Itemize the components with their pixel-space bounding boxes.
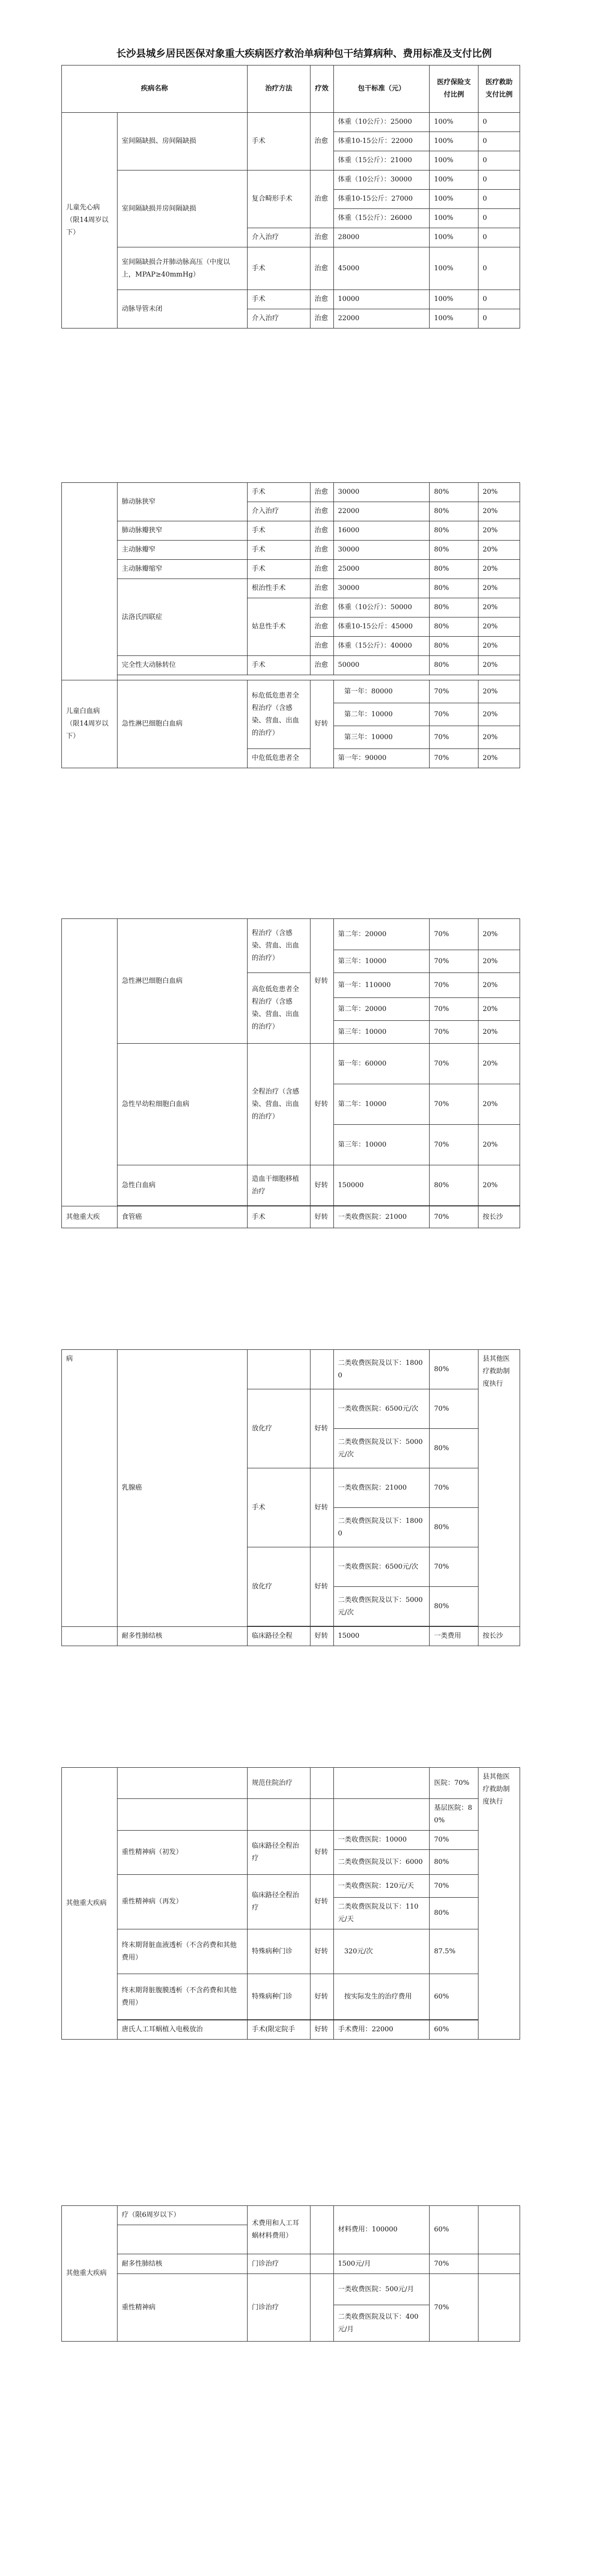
header-method: 治疗方法 — [248, 65, 311, 113]
treatment-method: 规范住院治疗 — [248, 1768, 311, 1799]
relief-ratio: 20% — [478, 521, 520, 541]
disease-name: 重性精神病（再发） — [118, 1875, 248, 1929]
standard: 一类收费医院：6500元/次 — [333, 1547, 430, 1587]
standard: 第三年：10000 — [333, 1021, 430, 1044]
insurance-ratio: 100% — [430, 113, 478, 132]
relief-ratio: 20% — [478, 749, 520, 768]
insurance-ratio: 70% — [430, 749, 478, 768]
standard: 第一年：110000 — [333, 973, 430, 998]
effect: 治愈 — [310, 598, 333, 617]
disease-name — [118, 1768, 248, 1799]
treatment-method: 手术 — [248, 1468, 311, 1547]
disease-group — [62, 1627, 118, 1646]
relief-ratio: 20% — [478, 1084, 520, 1125]
treatment-method — [248, 1350, 311, 1389]
effect: 治愈 — [310, 170, 333, 228]
relief-ratio: 20% — [478, 502, 520, 521]
insurance-ratio: 100% — [430, 228, 478, 247]
disease-name: 主动脉瓣缩窄 — [118, 560, 248, 579]
header-disease-name: 疾病名称 — [62, 65, 248, 113]
standard: 1500元/月 — [333, 2254, 430, 2274]
disease-name: 唐氏人工耳蜗植入电极放治 — [118, 2020, 248, 2040]
insurance-ratio: 70% — [430, 1084, 478, 1125]
treatment-method: 手术 — [248, 656, 311, 675]
insurance-ratio: 100% — [430, 309, 478, 328]
insurance-ratio: 70% — [430, 680, 478, 703]
effect: 好转 — [310, 1875, 333, 1929]
disease-group: 其他重大疾 — [62, 1206, 118, 1228]
header-insurance-ratio: 医疗保险支付比例 — [430, 65, 478, 113]
relief-ratio: 0 — [478, 209, 520, 228]
relief-ratio: 20% — [478, 1044, 520, 1084]
standard: 15000 — [333, 1627, 430, 1646]
disease-name: 耐多性肺结核 — [118, 1627, 248, 1646]
treatment-method: 造血干细胞移植治疗 — [248, 1165, 311, 1206]
relief-ratio: 20% — [478, 541, 520, 560]
disease-group: 儿童白血病（限14周岁以下） — [62, 680, 118, 768]
insurance-ratio: 70% — [430, 1875, 478, 1898]
section-2-table — [61, 482, 520, 768]
standard: 体重10-15公斤：45000 — [333, 617, 430, 637]
insurance-ratio: 70% — [430, 1389, 478, 1429]
disease-name: 法洛氏四联症 — [118, 579, 248, 656]
relief-ratio: 20% — [478, 598, 520, 617]
insurance-ratio: 70% — [430, 950, 478, 973]
treatment-method: 全程治疗（含感染、营血、出血的治疗） — [248, 1044, 311, 1165]
relief-ratio: 20% — [478, 973, 520, 998]
treatment-method: 放化疗 — [248, 1547, 311, 1626]
treatment-method: 特殊病种门诊 — [248, 1929, 311, 1974]
relief-ratio — [478, 2274, 520, 2342]
disease-name: 急性早幼粒细胞白血病 — [118, 1044, 248, 1165]
standard: 体重（10公斤）：50000 — [333, 598, 430, 617]
relief-ratio: 0 — [478, 247, 520, 290]
insurance-ratio: 100% — [430, 290, 478, 309]
effect: 治愈 — [310, 113, 333, 170]
relief-ratio: 20% — [478, 656, 520, 675]
insurance-ratio: 70% — [430, 998, 478, 1021]
standard: 28000 — [333, 228, 430, 247]
disease-name: 动脉导管未闭 — [118, 290, 248, 328]
treatment-method: 手术 — [248, 1206, 311, 1228]
standard: 第一年：90000 — [333, 749, 430, 768]
insurance-ratio: 70% — [430, 703, 478, 726]
treatment-method: 手术 — [248, 483, 311, 502]
insurance-ratio: 80% — [430, 637, 478, 656]
insurance-ratio: 80% — [430, 1429, 478, 1468]
relief-ratio: 20% — [478, 703, 520, 726]
insurance-ratio: 80% — [430, 1508, 478, 1547]
standard: 25000 — [333, 560, 430, 579]
treatment-method: 介入治疗 — [248, 309, 311, 328]
effect: 好转 — [310, 1206, 333, 1228]
relief-ratio: 20% — [478, 1165, 520, 1206]
standard: 第二年：20000 — [333, 919, 430, 950]
relief-ratio — [478, 2206, 520, 2254]
effect — [310, 2274, 333, 2342]
treatment-method: 临床路径全程 — [248, 1627, 311, 1646]
disease-group: 儿童先心病（限14周岁以下） — [62, 113, 118, 328]
standard: 二类收费医院及以下：5000元/次 — [333, 1429, 430, 1468]
standard: 一类收费医院：500元/月 — [333, 2274, 430, 2305]
insurance-ratio: 60% — [430, 2206, 478, 2254]
treatment-method: 姑息性手术 — [248, 598, 311, 656]
effect — [310, 1768, 333, 1799]
standard: 第二年：20000 — [333, 998, 430, 1021]
disease-name: 急性淋巴细胞白血病 — [118, 680, 248, 768]
disease-name: 急性淋巴细胞白血病 — [118, 919, 248, 1044]
standard: 45000 — [333, 247, 430, 290]
insurance-ratio: 70% — [430, 973, 478, 998]
relief-ratio: 0 — [478, 132, 520, 151]
standard: 第二年：10000 — [333, 703, 430, 726]
relief-ratio: 20% — [478, 1021, 520, 1044]
standard: 150000 — [333, 1165, 430, 1206]
disease-group: 病 — [62, 1350, 118, 1627]
treatment-method: 手术 — [248, 247, 311, 290]
disease-name: 肺动脉瓣狭窄 — [118, 521, 248, 541]
insurance-ratio: 80% — [430, 656, 478, 675]
effect: 好转 — [310, 1627, 333, 1646]
insurance-ratio: 一类费用 — [430, 1627, 478, 1646]
treatment-method: 手术 — [248, 521, 311, 541]
standard: 二类收费医院及以下：5000元/次 — [333, 1587, 430, 1626]
relief-ratio: 0 — [478, 113, 520, 132]
disease-group: 其他重大疾病 — [62, 2206, 118, 2342]
insurance-ratio: 80% — [430, 579, 478, 598]
standard: 二类收费医院及以下：110元/天 — [333, 1898, 430, 1929]
treatment-method: 介入治疗 — [248, 502, 311, 521]
insurance-ratio: 70% — [430, 2254, 478, 2274]
disease-name: 室间隔缺损并房间隔缺损 — [118, 170, 248, 247]
disease-name: 重性精神病（初发） — [118, 1831, 248, 1875]
disease-name: 乳腺癌 — [118, 1350, 248, 1627]
disease-name: 食管癌 — [118, 1206, 248, 1228]
treatment-method: 门诊治疗 — [248, 2274, 311, 2342]
disease-name: 主动脉瓣窄 — [118, 541, 248, 560]
section-6-table — [61, 2205, 520, 2342]
effect: 治愈 — [310, 560, 333, 579]
treatment-method: 放化疗 — [248, 1389, 311, 1468]
treatment-method: 高危低危患者全程治疗（含感染、营血、出血的治疗） — [248, 973, 311, 1044]
treatment-method — [248, 1799, 311, 1831]
insurance-ratio: 100% — [430, 209, 478, 228]
effect: 好转 — [310, 2020, 333, 2040]
insurance-ratio: 60% — [430, 2020, 478, 2040]
insurance-ratio: 80% — [430, 1850, 478, 1875]
relief-ratio: 按长沙 — [478, 1627, 520, 1646]
treatment-method: 门诊治疗 — [248, 2254, 311, 2274]
insurance-ratio: 80% — [430, 1350, 478, 1389]
relief-ratio: 县其他医疗救助制度执行 — [478, 1350, 520, 1627]
standard: 体重（15公斤）：40000 — [333, 637, 430, 656]
disease-name: 完全性大动脉转位 — [118, 656, 248, 675]
treatment-method: 手术 — [248, 290, 311, 309]
effect — [310, 1350, 333, 1389]
relief-ratio: 20% — [478, 1125, 520, 1165]
insurance-ratio: 70% — [430, 726, 478, 749]
standard: 二类收费医院及以下：18000 — [333, 1350, 430, 1389]
effect: 治愈 — [310, 247, 333, 290]
standard — [333, 1768, 430, 1799]
standard: 体重10-15公斤：27000 — [333, 190, 430, 209]
treatment-method: 中危低危患者全 — [248, 749, 311, 768]
relief-ratio: 20% — [478, 637, 520, 656]
disease-name: 重性精神病 — [118, 2274, 248, 2342]
insurance-ratio: 100% — [430, 170, 478, 190]
effect — [310, 2206, 333, 2254]
standard: 22000 — [333, 309, 430, 328]
effect: 好转 — [310, 1044, 333, 1165]
standard: 手术费用：22000 — [333, 2020, 430, 2040]
treatment-method: 程治疗（含感染、营血、出血的治疗） — [248, 919, 311, 973]
disease-name: 急性白血病 — [118, 1165, 248, 1206]
effect: 治愈 — [310, 541, 333, 560]
insurance-ratio: 70% — [430, 2274, 478, 2342]
treatment-method: 手术(限定院手 — [248, 2020, 311, 2040]
standard: 二类收费医院及以下：6000 — [333, 1850, 430, 1875]
standard: 体重（10公斤）：30000 — [333, 170, 430, 190]
standard: 一类收费医院：10000 — [333, 1831, 430, 1850]
relief-ratio: 0 — [478, 151, 520, 170]
relief-ratio: 20% — [478, 726, 520, 749]
header-relief-ratio: 医疗救助支付比例 — [478, 65, 520, 113]
treatment-method: 手术 — [248, 541, 311, 560]
disease-name: 耐多性肺结核 — [118, 2254, 248, 2274]
insurance-ratio: 80% — [430, 1165, 478, 1206]
disease-name: 室间隔缺损合并肺动脉高压（中度以上，MPAP≥40mmHg） — [118, 247, 248, 290]
disease-name — [118, 1799, 248, 1831]
insurance-ratio: 80% — [430, 1587, 478, 1626]
disease-name — [118, 2225, 248, 2254]
treatment-method: 临床路径全程治疗 — [248, 1831, 311, 1875]
effect: 治愈 — [310, 579, 333, 598]
standard: 30000 — [333, 483, 430, 502]
standard: 30000 — [333, 541, 430, 560]
insurance-ratio: 80% — [430, 617, 478, 637]
section-4-table — [61, 1349, 520, 1646]
effect: 治愈 — [310, 502, 333, 521]
insurance-ratio: 70% — [430, 919, 478, 950]
effect: 好转 — [310, 919, 333, 1044]
relief-ratio: 20% — [478, 617, 520, 637]
standard: 二类收费医院及以下：400元/月 — [333, 2305, 430, 2342]
effect: 好转 — [310, 680, 333, 768]
standard: 16000 — [333, 521, 430, 541]
insurance-ratio: 医院：70% — [430, 1768, 478, 1799]
insurance-ratio: 87.5% — [430, 1929, 478, 1974]
standard: 第二年：10000 — [333, 1084, 430, 1125]
relief-ratio: 20% — [478, 919, 520, 950]
disease-name: 终末期肾脏血液透析（不含药费和其他费用） — [118, 1929, 248, 1974]
relief-ratio: 20% — [478, 998, 520, 1021]
treatment-method: 根治性手术 — [248, 579, 311, 598]
standard: 第三年：10000 — [333, 726, 430, 749]
section-3-table — [61, 918, 520, 1228]
relief-ratio — [478, 2254, 520, 2274]
treatment-method: 手术 — [248, 113, 311, 170]
insurance-ratio: 100% — [430, 190, 478, 209]
effect: 好转 — [310, 1929, 333, 1974]
section-1-table — [61, 65, 520, 328]
insurance-ratio: 70% — [430, 1021, 478, 1044]
treatment-method: 术费用和人工耳蜗材料费用） — [248, 2206, 311, 2254]
treatment-method: 介入治疗 — [248, 228, 311, 247]
effect: 治愈 — [310, 637, 333, 656]
relief-ratio: 0 — [478, 309, 520, 328]
standard: 按实际发生的治疗费用 — [333, 1974, 430, 2020]
header-standard: 包干标准（元） — [333, 65, 430, 113]
insurance-ratio: 100% — [430, 132, 478, 151]
effect — [310, 1799, 333, 1831]
treatment-method: 手术 — [248, 560, 311, 579]
standard: 体重10-15公斤：22000 — [333, 132, 430, 151]
effect: 好转 — [310, 1831, 333, 1875]
effect: 治愈 — [310, 656, 333, 675]
standard: 体重（15公斤）：26000 — [333, 209, 430, 228]
treatment-method: 标危低危患者全程治疗（含感染、营血、出血的治疗） — [248, 680, 311, 749]
standard: 320元/次 — [333, 1929, 430, 1974]
relief-ratio: 20% — [478, 483, 520, 502]
header-effect: 疗效 — [310, 65, 333, 113]
insurance-ratio: 70% — [430, 1831, 478, 1850]
standard: 22000 — [333, 502, 430, 521]
relief-ratio: 县其他医疗救助制度执行 — [478, 1768, 520, 2040]
effect: 好转 — [310, 1468, 333, 1547]
relief-ratio: 20% — [478, 560, 520, 579]
effect: 好转 — [310, 1165, 333, 1206]
standard: 体重（10公斤）：25000 — [333, 113, 430, 132]
relief-ratio: 20% — [478, 579, 520, 598]
insurance-ratio: 60% — [430, 1974, 478, 2020]
insurance-ratio: 80% — [430, 560, 478, 579]
insurance-ratio: 70% — [430, 1547, 478, 1587]
disease-name: 室间隔缺损、房间隔缺损 — [118, 113, 248, 170]
effect: 治愈 — [310, 483, 333, 502]
effect: 治愈 — [310, 290, 333, 309]
insurance-ratio: 70% — [430, 1125, 478, 1165]
standard: 10000 — [333, 290, 430, 309]
effect: 治愈 — [310, 617, 333, 637]
insurance-ratio: 70% — [430, 1468, 478, 1508]
document-title: 长沙县城乡居民医保对象重大疾病医疗救治单病种包干结算病种、费用标准及支付比例 — [116, 48, 492, 59]
effect: 好转 — [310, 1547, 333, 1626]
insurance-ratio: 80% — [430, 521, 478, 541]
insurance-ratio: 70% — [430, 1206, 478, 1228]
relief-ratio: 0 — [478, 190, 520, 209]
standard: 第一年：80000 — [333, 680, 430, 703]
standard: 一类收费医院：21000 — [333, 1206, 430, 1228]
spacer — [118, 675, 520, 680]
effect — [310, 2254, 333, 2274]
disease-name: 疗（限6周岁以下） — [118, 2206, 248, 2225]
relief-ratio: 0 — [478, 170, 520, 190]
effect: 好转 — [310, 1974, 333, 2020]
insurance-ratio: 80% — [430, 483, 478, 502]
standard: 材料费用：100000 — [333, 2206, 430, 2254]
relief-ratio: 0 — [478, 290, 520, 309]
standard: 一类收费医院：6500元/次 — [333, 1389, 430, 1429]
treatment-method: 复合畸形手术 — [248, 170, 311, 228]
disease-name: 肺动脉狭窄 — [118, 483, 248, 521]
standard: 二类收费医院及以下：18000 — [333, 1508, 430, 1547]
insurance-ratio: 80% — [430, 598, 478, 617]
insurance-ratio: 70% — [430, 1044, 478, 1084]
insurance-ratio: 80% — [430, 1898, 478, 1929]
standard — [333, 1799, 430, 1831]
relief-ratio: 20% — [478, 950, 520, 973]
standard: 第一年：60000 — [333, 1044, 430, 1084]
insurance-ratio: 100% — [430, 247, 478, 290]
disease-group — [62, 483, 118, 680]
insurance-ratio: 100% — [430, 151, 478, 170]
treatment-method: 临床路径全程治疗 — [248, 1875, 311, 1929]
insurance-ratio: 80% — [430, 541, 478, 560]
section-5-table — [61, 1767, 520, 2040]
disease-name: 终末期肾脏腹膜透析（不含药费和其他费用） — [118, 1974, 248, 2020]
disease-group: 其他重大疾病 — [62, 1768, 118, 2040]
effect: 治愈 — [310, 521, 333, 541]
effect: 治愈 — [310, 228, 333, 247]
standard: 一类收费医院：120元/天 — [333, 1875, 430, 1898]
disease-group — [62, 919, 118, 1206]
standard: 体重（15公斤）：21000 — [333, 151, 430, 170]
relief-ratio: 按长沙 — [478, 1206, 520, 1228]
effect: 好转 — [310, 1389, 333, 1468]
insurance-ratio: 基层医院：80% — [430, 1799, 478, 1831]
insurance-ratio: 80% — [430, 502, 478, 521]
treatment-method: 特殊病种门诊 — [248, 1974, 311, 2020]
standard: 50000 — [333, 656, 430, 675]
relief-ratio: 0 — [478, 228, 520, 247]
standard: 第三年：10000 — [333, 1125, 430, 1165]
standard: 第三年：10000 — [333, 950, 430, 973]
standard: 30000 — [333, 579, 430, 598]
relief-ratio: 20% — [478, 680, 520, 703]
effect: 治愈 — [310, 309, 333, 328]
standard: 一类收费医院：21000 — [333, 1468, 430, 1508]
